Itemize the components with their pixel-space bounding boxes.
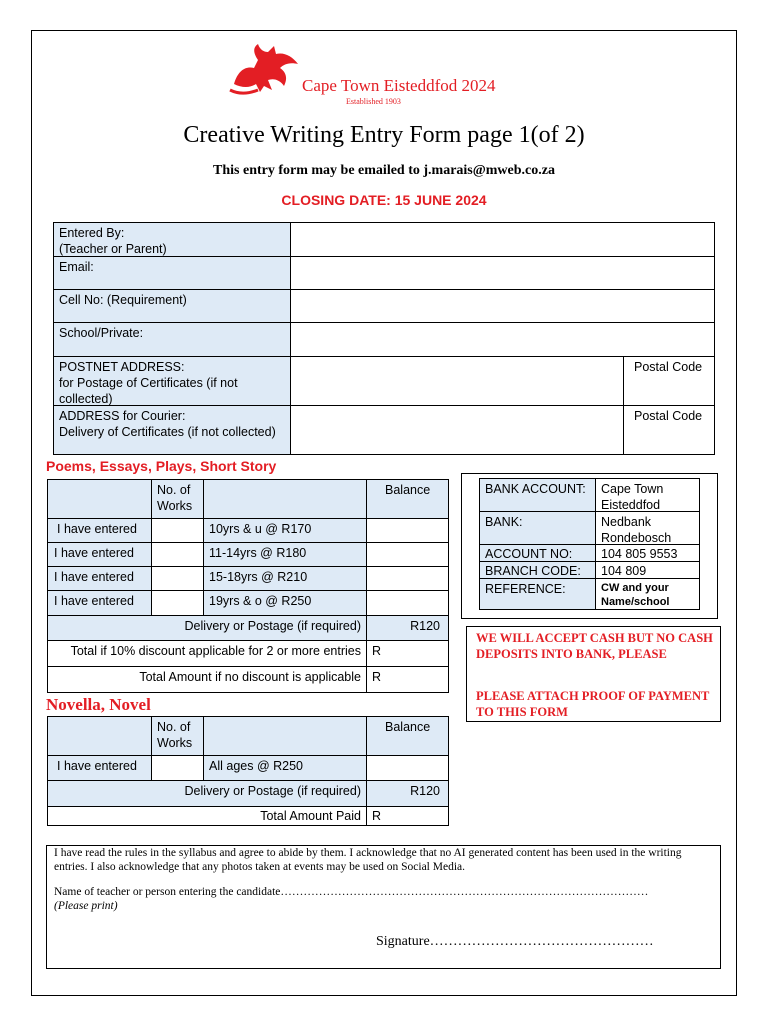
novella-row-label: I have entered: [47, 755, 152, 781]
poems-discount-label: Total if 10% discount applicable for 2 or more entries: [47, 640, 367, 667]
poems-row-works-field[interactable]: [151, 518, 204, 543]
novella-row-category: All ages @ R250: [203, 755, 367, 781]
bank-account-label: BANK ACCOUNT:: [479, 478, 596, 512]
cash-notice: WE WILL ACCEPT CASH BUT NO CASH DEPOSITS INTO BANK, PLEASE: [476, 631, 713, 661]
novella-header-balance: Balance: [366, 716, 449, 756]
signature-line[interactable]: Signature…………………………………………: [376, 934, 654, 949]
poems-row-works-field[interactable]: [151, 566, 204, 591]
poems-total-label: Total Amount if no discount is applicable: [47, 666, 367, 693]
poems-row-label: I have entered: [47, 542, 152, 567]
page-title: Creative Writing Entry Form page 1(of 2): [183, 122, 585, 148]
entered-by-label: Entered By: (Teacher or Parent): [53, 222, 291, 257]
poems-row-label: I have entered: [47, 590, 152, 616]
event-name: Cape Town Eisteddfod 2024: [302, 76, 496, 95]
poems-delivery-value: R120: [366, 615, 449, 641]
novella-row-balance-field[interactable]: [366, 755, 449, 781]
poems-header-blank: [47, 479, 152, 519]
novella-delivery-label: Delivery or Postage (if required): [47, 780, 367, 807]
poems-header-category: [203, 479, 367, 519]
poems-row-label: I have entered: [47, 566, 152, 591]
bank-value: Nedbank Rondebosch: [595, 511, 700, 545]
novella-header-blank: [47, 716, 152, 756]
poems-row-balance-field[interactable]: [366, 590, 449, 616]
poems-row-category: 15-18yrs @ R210: [203, 566, 367, 591]
poems-row-works-field[interactable]: [151, 590, 204, 616]
entered-by-field[interactable]: [290, 222, 715, 257]
bank-label: BANK:: [479, 511, 596, 545]
declaration-text: I have read the rules in the syllabus and agree to abide by them. I acknowledge that no AI generated content has been used in the writing entries. I also acknowledge that any photos taken at events may be used on Social Media.: [54, 847, 682, 873]
poems-total-field[interactable]: R: [366, 666, 449, 693]
novella-total-field[interactable]: R: [366, 806, 449, 826]
postnet-label: POSTNET ADDRESS: for Postage of Certificates (if not collected): [53, 356, 291, 406]
poems-row-category: 10yrs & u @ R170: [203, 518, 367, 543]
poems-row-balance-field[interactable]: [366, 566, 449, 591]
teacher-name-line[interactable]: Name of teacher or person entering the candidate……………………………………………………………………………………: [54, 886, 649, 898]
poems-row-category: 19yrs & o @ R250: [203, 590, 367, 616]
courier-label: ADDRESS for Courier: Delivery of Certificates (if not collected): [53, 405, 291, 455]
novella-row-works-field[interactable]: [151, 755, 204, 781]
novella-header-works: No. of Works: [151, 716, 204, 756]
poems-header-balance: Balance: [366, 479, 449, 519]
cell-no-field[interactable]: [290, 289, 715, 323]
closing-date: CLOSING DATE: 15 JUNE 2024: [281, 192, 487, 208]
red-dragon-icon: [228, 40, 302, 96]
reference-value: CW and your Name/school: [595, 578, 700, 610]
poems-delivery-label: Delivery or Postage (if required): [47, 615, 367, 641]
account-no-value: 104 805 9553: [595, 544, 700, 562]
novella-header-category: [203, 716, 367, 756]
postnet-postal-code[interactable]: Postal Code: [623, 356, 715, 406]
school-field[interactable]: [290, 322, 715, 357]
email-field[interactable]: [290, 256, 715, 290]
print-note: (Please print): [54, 900, 118, 912]
proof-notice: PLEASE ATTACH PROOF OF PAYMENT TO THIS FORM: [476, 689, 710, 719]
novella-delivery-value: R120: [366, 780, 449, 807]
poems-discount-field[interactable]: R: [366, 640, 449, 667]
poems-row-works-field[interactable]: [151, 542, 204, 567]
courier-field[interactable]: [290, 405, 624, 455]
established-note: Established 1903: [346, 97, 401, 106]
poems-heading: Poems, Essays, Plays, Short Story: [46, 458, 277, 474]
postnet-field[interactable]: [290, 356, 624, 406]
email-line: This entry form may be emailed to j.marais@mweb.co.za: [213, 163, 555, 178]
branch-code-label: BRANCH CODE:: [479, 561, 596, 579]
novella-total-label: Total Amount Paid: [47, 806, 367, 826]
poems-row-balance-field[interactable]: [366, 542, 449, 567]
poems-header-works: No. of Works: [151, 479, 204, 519]
poems-row-balance-field[interactable]: [366, 518, 449, 543]
branch-code-value: 104 809: [595, 561, 700, 579]
cell-no-label: Cell No: (Requirement): [53, 289, 291, 323]
poems-row-label: I have entered: [47, 518, 152, 543]
novella-heading: Novella, Novel: [46, 695, 151, 714]
school-label: School/Private:: [53, 322, 291, 357]
bank-account-value: Cape Town Eisteddfod: [595, 478, 700, 512]
courier-postal-code[interactable]: Postal Code: [623, 405, 715, 455]
reference-label: REFERENCE:: [479, 578, 596, 610]
logo: [228, 40, 546, 112]
account-no-label: ACCOUNT NO:: [479, 544, 596, 562]
poems-row-category: 11-14yrs @ R180: [203, 542, 367, 567]
email-label: Email:: [53, 256, 291, 290]
